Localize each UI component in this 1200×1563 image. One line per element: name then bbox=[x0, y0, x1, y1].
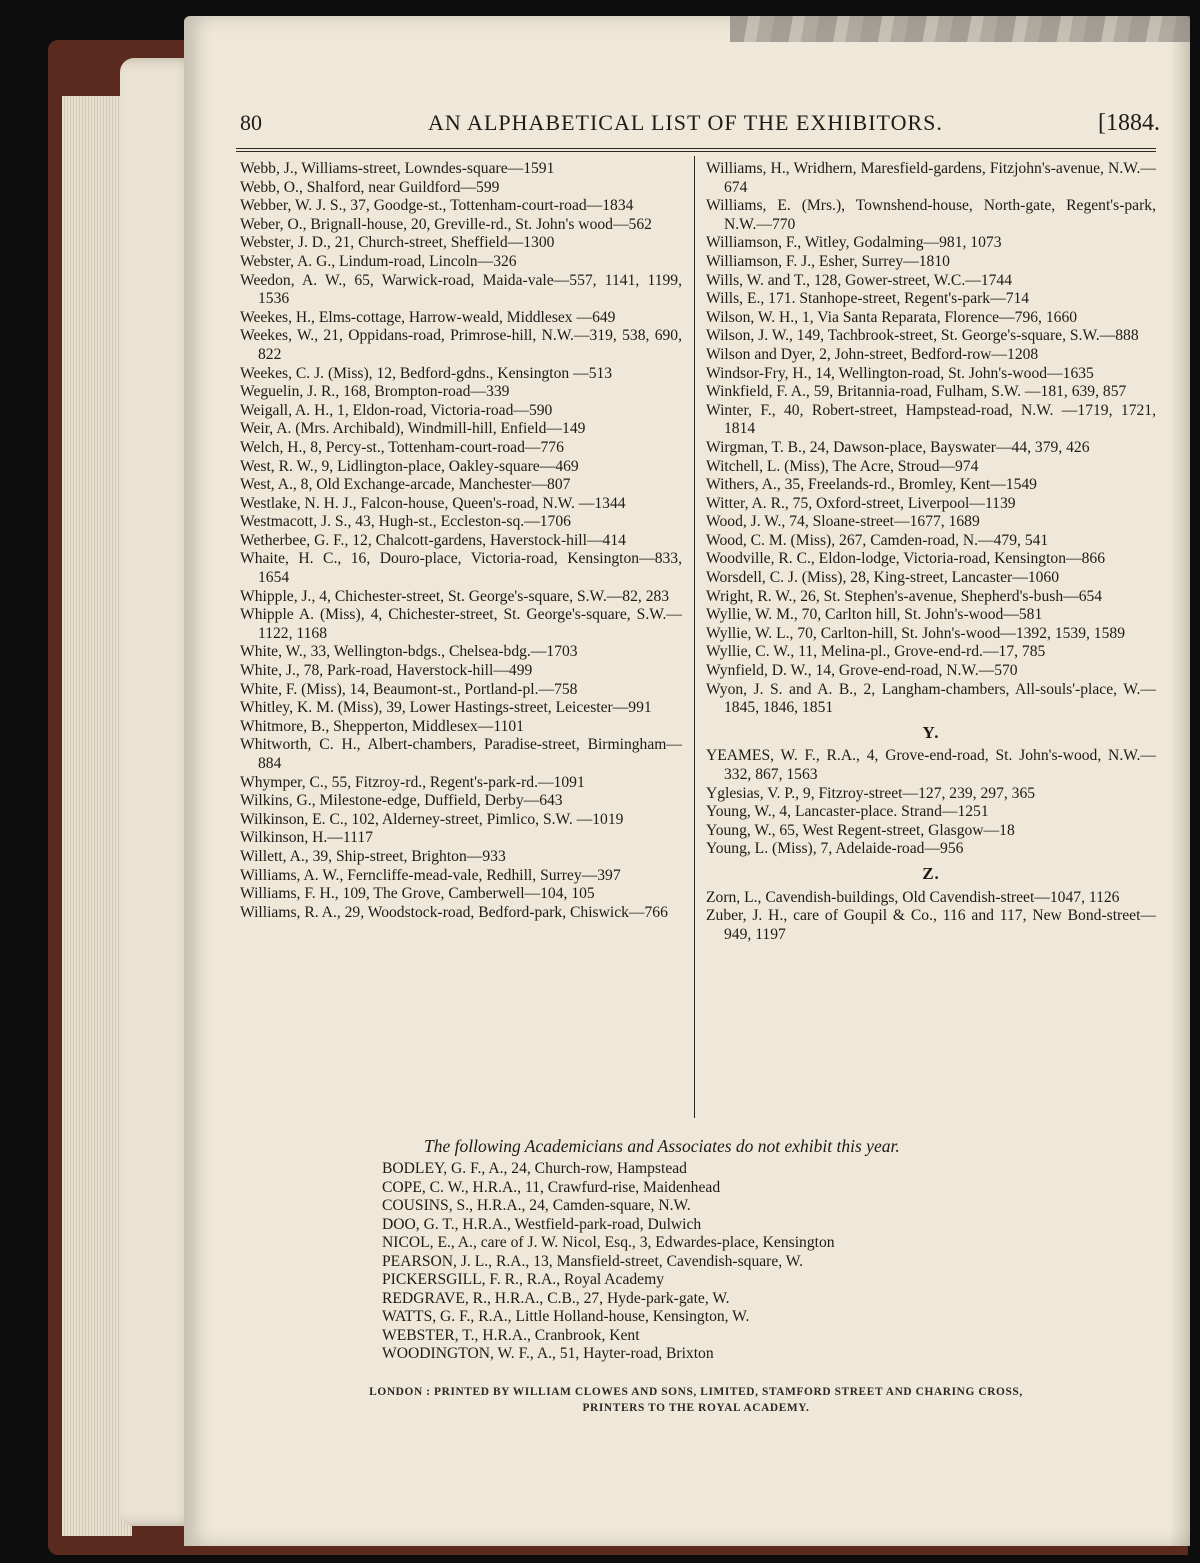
column-divider bbox=[694, 156, 695, 1118]
exhibitor-entry: Wyllie, C. W., 11, Melina-pl., Grove-end-rd.—17, 785 bbox=[706, 643, 1046, 661]
non-exhibitor-entry: COPE, C. W., H.R.A., 11, Crawfurd-rise, Maidenhead bbox=[382, 1178, 721, 1196]
exhibitor-entry: Wynfield, D. W., 14, Grove-end-road, N.W.—570 bbox=[706, 662, 1018, 680]
section-heading-y: Y. bbox=[922, 722, 940, 742]
non-exhibitor-entry: NICOL, E., A., care of J. W. Nicol, Esq., 3, Edwardes-place, Kensington bbox=[382, 1234, 835, 1251]
printer-imprint bbox=[236, 1384, 1156, 1416]
exhibitor-entry: Whaite, H. C., 16, Douro-place, Victoria-road, Kensington—833, 1654 bbox=[240, 550, 682, 587]
exhibitor-entry: Wilkins, G., Milestone-edge, Duffield, Derby—643 bbox=[240, 792, 563, 810]
non-exhibitor-entry: PEARSON, J. L., R.A., 13, Mansfield-street, Cavendish-square, W. bbox=[382, 1252, 803, 1270]
exhibitor-entry: Williamson, F., Witley, Godalming—981, 1073 bbox=[706, 234, 1002, 252]
exhibitor-entry: White, W., 33, Wellington-bdgs., Chelsea-bdg.—1703 bbox=[240, 643, 578, 661]
exhibitor-entry: Wilson, J. W., 149, Tachbrook-street, St. George's-square, S.W.—888 bbox=[706, 327, 1139, 345]
exhibitor-entry: Wilson, W. H., 1, Via Santa Reparata, Florence—796, 1660 bbox=[706, 308, 1078, 326]
exhibitor-entry: West, A., 8, Old Exchange-arcade, Manchester—807 bbox=[240, 476, 571, 494]
exhibitor-entry: Wills, W. and T., 128, Gower-street, W.C.—1744 bbox=[706, 271, 1013, 289]
exhibitor-entry: Webster, A. G., Lindum-road, Lincoln—326 bbox=[240, 252, 517, 270]
exhibitor-entry: Whitmore, B., Shepperton, Middlesex—1101 bbox=[240, 717, 524, 735]
exhibitor-entry: Winter, F., 40, Robert-street, Hampstead-road, N.W. —1719, 1721, 1814 bbox=[706, 401, 1156, 438]
exhibitor-entry: Welch, H., 8, Percy-st., Tottenham-court-road—776 bbox=[240, 438, 564, 456]
non-exhibitor-entry: BODLEY, G. F., A., 24, Church-row, Hampstead bbox=[382, 1160, 687, 1177]
exhibitor-entry: Williams, H., Wridhern, Maresfield-gardens, Fitzjohn's-avenue, N.W.—674 bbox=[706, 160, 1156, 196]
exhibitor-entry: Weguelin, J. R., 168, Brompton-road—339 bbox=[240, 383, 510, 401]
exhibitor-entry: Wills, E., 171. Stanhope-street, Regent's-park—714 bbox=[706, 290, 1030, 308]
exhibitor-entry: Wyon, J. S. and A. B., 2, Langham-chambers, All-souls'-place, W.—1845, 1846, 1851 bbox=[706, 680, 1156, 717]
page-number: 80 bbox=[240, 110, 262, 135]
exhibitor-entry: Witter, A. R., 75, Oxford-street, Liverpool—1139 bbox=[706, 494, 1016, 512]
page-header bbox=[240, 110, 1160, 146]
exhibitor-entry: Weigall, A. H., 1, Eldon-road, Victoria-road—590 bbox=[240, 401, 553, 419]
non-exhibitor-entry: WEBSTER, T., H.R.A., Cranbrook, Kent bbox=[382, 1326, 640, 1344]
exhibitor-entry: Windsor-Fry, H., 14, Wellington-road, St. John's-wood—1635 bbox=[706, 364, 1094, 382]
non-exhibitor-entry: WOODINGTON, W. F., A., 51, Hayter-road, Brixton bbox=[382, 1345, 714, 1362]
header-rule bbox=[236, 148, 1156, 152]
left-column bbox=[240, 160, 682, 922]
exhibitor-entry: Wood, C. M. (Miss), 267, Camden-road, N.—479, 541 bbox=[706, 531, 1049, 549]
exhibitor-entry: Withers, A., 35, Freelands-rd., Bromley, Kent—1549 bbox=[706, 476, 1037, 494]
exhibitor-entry: Wilkinson, E. C., 102, Alderney-street, Pimlico, S.W. —1019 bbox=[240, 810, 624, 828]
exhibitor-entry: Yglesias, V. P., 9, Fitzroy-street—127, 239, 297, 365 bbox=[706, 784, 1036, 802]
exhibitor-entry: Zuber, J. H., care of Goupil & Co., 116 and 117, New Bond-street—949, 1197 bbox=[706, 907, 1156, 943]
exhibitor-entry: Young, W., 4, Lancaster-place. Strand—1251 bbox=[706, 803, 989, 821]
exhibitor-entry: Witchell, L. (Miss), The Acre, Stroud—974 bbox=[706, 457, 979, 475]
section-y-entries bbox=[706, 747, 1156, 859]
imprint-line-1: LONDON : PRINTED BY WILLIAM CLOWES AND SONS, LIMITED, STAMFORD STREET AND CHARING CROSS, bbox=[369, 1386, 1023, 1398]
section-heading-z: Z. bbox=[922, 863, 940, 883]
exhibitor-entry: Williams, R. A., 29, Woodstock-road, Bedford-park, Chiswick—766 bbox=[240, 903, 668, 921]
exhibitor-entry: Weekes, C. J. (Miss), 12, Bedford-gdns., Kensington —513 bbox=[240, 364, 613, 382]
exhibitor-entry: Wirgman, T. B., 24, Dawson-place, Bayswater—44, 379, 426 bbox=[706, 438, 1090, 456]
exhibitor-entry: Weekes, W., 21, Oppidans-road, Primrose-hill, N.W.—319, 538, 690, 822 bbox=[240, 327, 682, 363]
exhibitor-entry: Wilson and Dyer, 2, John-street, Bedford-row—1208 bbox=[706, 345, 1039, 363]
exhibitor-entry: Webster, J. D., 21, Church-street, Sheffield—1300 bbox=[240, 234, 555, 252]
non-exhibitor-entry: WATTS, G. F., R.A., Little Holland-house, Kensington, W. bbox=[382, 1308, 750, 1325]
exhibitor-entry: YEAMES, W. F., R.A., 4, Grove-end-road, St. John's-wood, N.W.—332, 867, 1563 bbox=[706, 747, 1156, 783]
exhibitor-entry: Webb, J., Williams-street, Lowndes-square—1591 bbox=[240, 160, 555, 177]
non-exhibitor-entry: REDGRAVE, R., H.R.A., C.B., 27, Hyde-park-gate, W. bbox=[382, 1289, 730, 1307]
exhibitor-entry: Westmacott, J. S., 43, Hugh-st., Eccleston-sq.—1706 bbox=[240, 513, 571, 531]
exhibitor-entry: Whipple A. (Miss), 4, Chichester-street, St. George's-square, S.W.—1122, 1168 bbox=[240, 606, 682, 642]
page-title: AN ALPHABETICAL LIST OF THE EXHIBITORS. bbox=[428, 110, 943, 135]
exhibitor-entry: Whipple, J., 4, Chichester-street, St. George's-square, S.W.—82, 283 bbox=[240, 587, 670, 605]
exhibitor-entry: Weir, A. (Mrs. Archibald), Windmill-hill, Enfield—149 bbox=[240, 420, 586, 438]
exhibitor-entry: Williams, E. (Mrs.), Townshend-house, North-gate, Regent's-park, N.W.—770 bbox=[706, 197, 1156, 233]
exhibitor-entry: Whitworth, C. H., Albert-chambers, Paradise-street, Birmingham—884 bbox=[240, 736, 682, 772]
non-exhibitors-list bbox=[382, 1160, 1082, 1364]
exhibitor-entry: Wilkinson, H.—1117 bbox=[240, 829, 373, 847]
section-z-entries bbox=[706, 889, 1156, 945]
non-exhibitor-entry: COUSINS, S., H.R.A., 24, Camden-square, N.W. bbox=[382, 1197, 691, 1214]
exhibitor-entry: Whymper, C., 55, Fitzroy-rd., Regent's-park-rd.—1091 bbox=[240, 773, 585, 791]
exhibitor-entry: Zorn, L., Cavendish-buildings, Old Cavendish-street—1047, 1126 bbox=[706, 888, 1120, 906]
exhibitor-entry: Worsdell, C. J. (Miss), 28, King-street, Lancaster—1060 bbox=[706, 569, 1060, 587]
exhibitor-entry: Willett, A., 39, Ship-street, Brighton—933 bbox=[240, 847, 506, 865]
exhibitor-entry: White, J., 78, Park-road, Haverstock-hill—499 bbox=[240, 662, 533, 680]
exhibitor-entry: White, F. (Miss), 14, Beaumont-st., Portland-pl.—758 bbox=[240, 680, 578, 698]
exhibitor-entry: Winkfield, F. A., 59, Britannia-road, Fulham, S.W. —181, 639, 857 bbox=[706, 383, 1127, 401]
exhibitor-entry: Wyllie, W. M., 70, Carlton hill, St. John's-wood—581 bbox=[706, 606, 1043, 624]
right-column-w-entries bbox=[706, 160, 1156, 718]
imprint-line-2: PRINTERS TO THE ROYAL ACADEMY. bbox=[582, 1402, 810, 1414]
exhibitor-entry: Williams, A. W., Ferncliffe-mead-vale, Redhill, Surrey—397 bbox=[240, 866, 621, 884]
exhibitor-entry: Weber, O., Brignall-house, 20, Greville-rd., St. John's wood—562 bbox=[240, 215, 652, 233]
exhibitor-entry: Woodville, R. C., Eldon-lodge, Victoria-road, Kensington—866 bbox=[706, 550, 1106, 568]
exhibitor-entry: Weekes, H., Elms-cottage, Harrow-weald, Middlesex —649 bbox=[240, 308, 616, 326]
right-column bbox=[706, 160, 1156, 944]
exhibitor-entry: Webb, O., Shalford, near Guildford—599 bbox=[240, 178, 500, 196]
exhibitor-entry: Webber, W. J. S., 37, Goodge-st., Tottenham-court-road—1834 bbox=[240, 197, 634, 215]
exhibitor-entry: Young, L. (Miss), 7, Adelaide-road—956 bbox=[706, 840, 964, 858]
exhibitor-entry: Williams, F. H., 109, The Grove, Camberwell—104, 105 bbox=[240, 885, 595, 903]
exhibitor-entry: Williamson, F. J., Esher, Surrey—1810 bbox=[706, 252, 950, 270]
non-exhibitors-title: The following Academicians and Associates do not exhibit this year. bbox=[424, 1136, 900, 1156]
exhibitor-entry: Weedon, A. W., 65, Warwick-road, Maida-vale—557, 1141, 1199, 1536 bbox=[240, 271, 682, 308]
torn-paper-strip bbox=[730, 16, 1190, 42]
exhibitor-entry: Wyllie, W. L., 70, Carlton-hill, St. John's-wood—1392, 1539, 1589 bbox=[706, 624, 1125, 642]
exhibitor-entry: Young, W., 65, West Regent-street, Glasgow—18 bbox=[706, 821, 1015, 839]
exhibitor-entry: Whitley, K. M. (Miss), 39, Lower Hastings-street, Leicester—991 bbox=[240, 699, 652, 717]
non-exhibitor-entry: DOO, G. T., H.R.A., Westfield-park-road, Dulwich bbox=[382, 1215, 702, 1233]
exhibitor-entry: West, R. W., 9, Lidlington-place, Oakley-square—469 bbox=[240, 457, 579, 475]
exhibitor-entry: Wood, J. W., 74, Sloane-street—1677, 1689 bbox=[706, 513, 980, 531]
exhibitor-entry: Wetherbee, G. F., 12, Chalcott-gardens, Haverstock-hill—414 bbox=[240, 531, 626, 549]
non-exhibitor-entry: PICKERSGILL, F. R., R.A., Royal Academy bbox=[382, 1271, 665, 1288]
page-year: [1884. bbox=[1098, 110, 1160, 136]
exhibitor-entry: Wright, R. W., 26, St. Stephen's-avenue, Shepherd's-bush—654 bbox=[706, 587, 1103, 605]
exhibitor-entry: Westlake, N. H. J., Falcon-house, Queen's-road, N.W. —1344 bbox=[240, 494, 626, 512]
